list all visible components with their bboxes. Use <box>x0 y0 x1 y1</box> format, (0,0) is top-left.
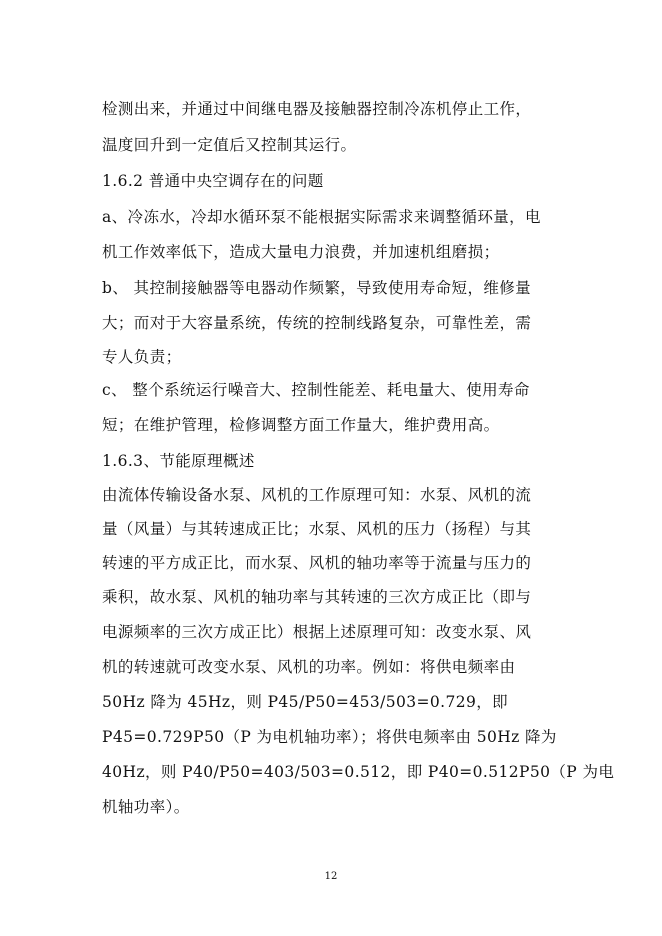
text-line-19: P45=0.729P50（P 为电机轴功率）；将供电频率由 50Hz 降为 <box>102 728 557 746</box>
text-line-13: 量（风量）与其转速成正比；水泵、风机的压力（扬程）与其 <box>102 520 532 538</box>
text-line-2: 温度回升到一定值后又控制其运行。 <box>102 136 357 154</box>
text-line-1: 检测出来，并通过中间继电器及接触器控制冷冻机停止工作， <box>102 100 532 118</box>
text-line-20: 40Hz，则 P40/P50=403/503=0.512，即 P40=0.512P50（P 为电 <box>102 763 615 781</box>
text-line-9: c、 整个系统运行噪音大、控制性能差、耗电量大、使用寿命 <box>102 381 530 399</box>
text-line-18: 50Hz 降为 45Hz，则 P45/P50=453/503=0.729，即 <box>102 693 509 711</box>
text-line-15: 乘积，故水泵、风机的轴功率与其转速的三次方成正比（即与 <box>102 588 532 606</box>
text-line-6: b、 其控制接触器等电器动作频繁，导致使用寿命短，维修量 <box>102 279 532 297</box>
text-line-14: 转速的平方成正比，而水泵、风机的轴功率等于流量与压力的 <box>102 554 532 572</box>
text-line-10: 短；在维护管理，检修调整方面工作量大，维护费用高。 <box>102 416 500 434</box>
page-number: 12 <box>324 871 338 882</box>
section-heading-1-6-2: 1.6.2 普通中央空调存在的问题 <box>102 172 324 190</box>
text-line-17: 机的转速就可改变水泵、风机的功率。例如：将供电频率由 <box>102 658 516 676</box>
text-line-8: 专人负责； <box>102 348 182 366</box>
section-heading-1-6-3: 1.6.3、节能原理概述 <box>102 452 255 470</box>
text-line-16: 电源频率的三次方成正比）根据上述原理可知：改变水泵、风 <box>102 623 532 641</box>
text-line-4: a、冷冻水，冷却水循环泵不能根据实际需求来调整循环量，电 <box>102 208 541 226</box>
text-line-7: 大；而对于大容量系统，传统的控制线路复杂，可靠性差，需 <box>102 314 532 332</box>
text-line-21: 机轴功率）。 <box>102 798 190 816</box>
text-line-5: 机工作效率低下，造成大量电力浪费，并加速机组磨损； <box>102 243 500 261</box>
text-line-12: 由流体传输设备水泵、风机的工作原理可知：水泵、风机的流 <box>102 486 532 504</box>
